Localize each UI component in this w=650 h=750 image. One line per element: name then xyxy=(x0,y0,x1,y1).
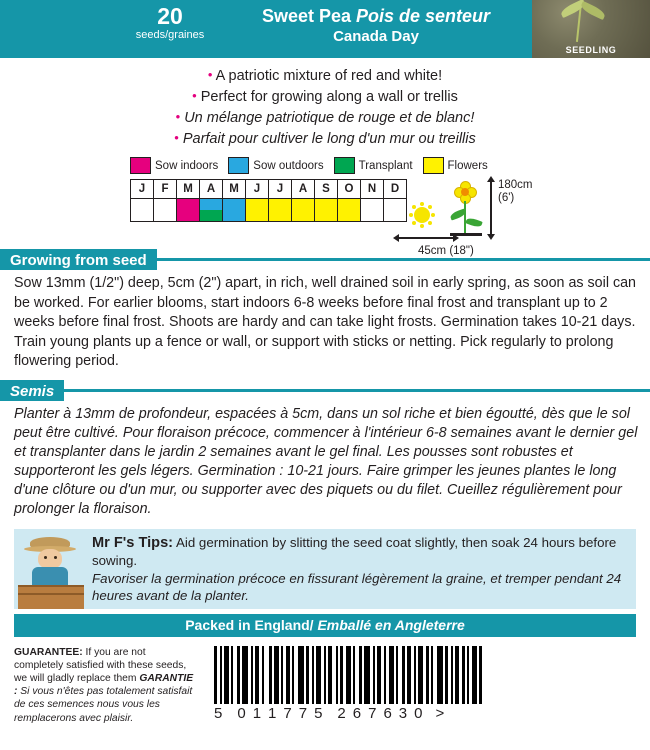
semis-instructions: Planter à 13mm de profondeur, espacées à 5cm, dans un sol riche et bien égoutté, dès que le sol peut être cultivé. Pour floraison précoce, commencer à l'intérieur 6-8 semaines avant le dernier gel et transplanter dans le jardin 2 semaines avant le gel final. Les pousses sont robustes et supporteront les gels légers. Germination : 10-21 jours. Faire grimper les jeunes plantes le long d'une clôture ou d'un mur, ou supporter avec des piquets ou du filet. Cueillez régulièrement pour prolonger la floraison. xyxy=(14,405,638,517)
barcode-bar xyxy=(472,646,477,704)
barcode-bar xyxy=(467,646,469,704)
bullet-text: Perfect for growing along a wall or trellis xyxy=(200,89,458,105)
sun-icon xyxy=(414,207,430,223)
product-title xyxy=(220,0,532,58)
cell-bottom xyxy=(177,210,199,221)
barcode-bar xyxy=(231,646,233,704)
seedling-photo xyxy=(532,0,650,58)
face-icon xyxy=(38,549,62,569)
barcode-bar xyxy=(224,646,229,704)
barcode-bar xyxy=(242,646,248,704)
cell-top xyxy=(131,199,153,210)
legend-item xyxy=(228,157,323,174)
month-header-cell: D xyxy=(384,180,407,199)
cell-top xyxy=(200,199,222,210)
month-activity-cell xyxy=(177,199,200,222)
barcode-bar xyxy=(336,646,338,704)
legend-swatch-sow-indoors xyxy=(130,157,151,174)
bench-icon xyxy=(18,585,84,609)
barcode xyxy=(214,646,482,722)
leaf xyxy=(465,216,482,228)
guarantee-label: GUARANTEE: xyxy=(14,646,83,658)
barcode-bar xyxy=(286,646,290,704)
cell-top xyxy=(269,199,291,210)
cell-bottom xyxy=(154,210,176,221)
legend-item xyxy=(130,157,218,174)
barcode-bar xyxy=(407,646,411,704)
barcode-bar xyxy=(316,646,321,704)
product-name-line xyxy=(220,5,532,28)
legend-swatch-sow-outdoors xyxy=(228,157,249,174)
bench-slat-icon xyxy=(18,593,84,595)
banner-tail xyxy=(157,258,650,261)
month-activity-cell xyxy=(246,199,269,222)
cell-bottom xyxy=(246,210,268,221)
barcode-bar xyxy=(414,646,416,704)
barcode-bar xyxy=(451,646,453,704)
cell-bottom xyxy=(384,210,406,221)
month-header-cell: A xyxy=(200,180,223,199)
barcode-bar xyxy=(312,646,314,704)
package-header xyxy=(0,0,650,58)
calendar-legend xyxy=(130,157,488,174)
barcode-bar xyxy=(479,646,482,704)
packed-in-bar xyxy=(14,614,636,637)
cell-bottom xyxy=(269,210,291,221)
bullet-dot-icon: • xyxy=(175,109,181,124)
cell-bottom xyxy=(315,210,337,221)
barcode-guard: > xyxy=(435,704,446,722)
cell-bottom xyxy=(292,210,314,221)
bullet-dot-icon: • xyxy=(174,130,179,145)
barcode-bar xyxy=(396,646,398,704)
cell-top xyxy=(361,199,383,210)
legend-label: Transplant xyxy=(358,159,413,172)
barcode-bar xyxy=(298,646,304,704)
barcode-digit: 5 xyxy=(214,704,224,722)
header-left-spacer xyxy=(0,0,120,58)
spacing-arrow-icon xyxy=(398,237,454,239)
product-name-fr: Pois de senteur xyxy=(356,6,491,26)
sprout-leaf-right-icon xyxy=(579,1,606,20)
barcode-digit: 6 xyxy=(383,704,393,722)
month-header-cell: J xyxy=(269,180,292,199)
seedling-badge: SEEDLING xyxy=(565,45,617,55)
barcode-bar xyxy=(353,646,355,704)
bullet-item xyxy=(0,65,650,86)
growing-banner xyxy=(0,249,650,270)
barcode-digit: 2 xyxy=(337,704,347,722)
barcode-bar xyxy=(373,646,375,704)
barcode-bar xyxy=(281,646,283,704)
growing-instructions: Sow 13mm (1/2") deep, 5cm (2") apart, in rich, well drained soil in early spring, as soon as soil can be worked. For earlier blooms, start indoors 6-8 weeks before final frost and transplant up to 2 weeks before final frost. Shoots are hardy and can take light frosts. Germination takes 10-21 days. Train young plants up a fence or wall, or support with sticks or netting. Pick regularly to prolong flowering period. xyxy=(14,275,637,369)
barcode-bar xyxy=(274,646,279,704)
barcode-bar xyxy=(437,646,443,704)
barcode-bar xyxy=(251,646,253,704)
barcode-digit: 7 xyxy=(283,704,293,722)
bullet-dot-icon: • xyxy=(192,88,197,103)
barcode-number xyxy=(214,705,482,722)
spacing-label: 45cm (18") xyxy=(418,245,474,257)
legend-label: Sow outdoors xyxy=(253,159,324,172)
barcode-bar xyxy=(445,646,448,704)
legend-item xyxy=(423,157,488,174)
month-header-row xyxy=(131,180,407,199)
cell-top xyxy=(154,199,176,210)
month-activity-cell xyxy=(361,199,384,222)
legend-item xyxy=(334,157,413,174)
bullet-text: Un mélange patriotique de rouge et de blanc! xyxy=(184,110,475,126)
cell-top xyxy=(177,199,199,210)
barcode-bar xyxy=(426,646,429,704)
flower-icon xyxy=(454,181,476,203)
cell-top xyxy=(338,199,360,210)
bullet-text: Parfait pour cultiver le long d'un mur ou treillis xyxy=(182,131,476,147)
semis-banner-label: Semis xyxy=(0,380,64,401)
barcode-digit: 1 xyxy=(252,704,263,722)
barcode-bar xyxy=(418,646,423,704)
height-arrow-icon xyxy=(490,181,492,235)
legend-label: Sow indoors xyxy=(155,159,219,172)
height-label xyxy=(498,179,533,205)
month-activity-cell xyxy=(131,199,154,222)
month-activity-row xyxy=(131,199,407,222)
cell-bottom xyxy=(223,210,245,221)
month-activity-cell xyxy=(200,199,223,222)
barcode-digit: 7 xyxy=(368,704,378,722)
barcode-bar xyxy=(262,646,264,704)
legend-swatch-transplant xyxy=(334,157,355,174)
month-activity-cell xyxy=(292,199,315,222)
month-activity-cell xyxy=(338,199,361,222)
barcode-bar xyxy=(389,646,394,704)
month-activity-cell xyxy=(315,199,338,222)
barcode-bars xyxy=(214,646,482,704)
tips-text xyxy=(88,529,636,609)
barcode-digit: 6 xyxy=(352,704,363,722)
month-header-cell: A xyxy=(292,180,315,199)
month-activity-cell xyxy=(269,199,292,222)
barcode-digit: 3 xyxy=(398,704,409,722)
cell-top xyxy=(315,199,337,210)
mr-f-tips xyxy=(14,529,636,609)
barcode-digit: 7 xyxy=(298,704,309,722)
cell-top xyxy=(292,199,314,210)
quantity-unit: seeds/graines xyxy=(135,29,205,41)
month-header-cell: N xyxy=(361,180,384,199)
eye-icon xyxy=(44,556,47,559)
barcode-bar xyxy=(220,646,222,704)
feature-bullets xyxy=(0,58,650,153)
barcode-bar xyxy=(377,646,381,704)
barcode-bar xyxy=(346,646,351,704)
semis-banner xyxy=(0,380,650,401)
barcode-bar xyxy=(324,646,326,704)
tips-text-en: Aid germination by slitting the seed coat slightly, then soak 24 hours before sowing. xyxy=(92,534,617,568)
barcode-bar xyxy=(402,646,405,704)
cell-bottom xyxy=(200,210,222,221)
cell-bottom xyxy=(338,210,360,221)
height-metric: 180cm xyxy=(498,179,533,191)
barcode-digit: 0 xyxy=(414,704,424,722)
barcode-bar xyxy=(269,646,272,704)
bullet-item xyxy=(0,107,650,128)
barcode-bar xyxy=(255,646,259,704)
barcode-bar xyxy=(364,646,370,704)
legend-swatch-flowers xyxy=(423,157,444,174)
barcode-bar xyxy=(462,646,465,704)
sowing-calendar xyxy=(0,157,650,257)
month-header-cell: F xyxy=(154,180,177,199)
guarantee-label-fr: GARANTIE : xyxy=(14,672,194,698)
bullet-item xyxy=(0,128,650,149)
month-header-cell: J xyxy=(246,180,269,199)
guarantee-body-en: If you are not completely satisfied with these seeds, we will gladly replace them xyxy=(14,646,187,684)
cell-bottom xyxy=(361,210,383,221)
packed-fr: Emballé en Angleterre xyxy=(317,616,465,633)
month-header-cell: J xyxy=(131,180,154,199)
barcode-bar xyxy=(237,646,240,704)
barcode-bar xyxy=(292,646,294,704)
month-header-cell: M xyxy=(223,180,246,199)
product-name-en: Sweet Pea xyxy=(261,6,351,26)
growing-banner-label: Growing from seed xyxy=(0,249,157,270)
barcode-bar xyxy=(431,646,433,704)
banner-tail xyxy=(64,389,650,392)
barcode-bar xyxy=(359,646,362,704)
flower-center xyxy=(461,188,469,196)
month-grid xyxy=(130,179,407,222)
footer xyxy=(0,646,650,725)
variety-name: Canada Day xyxy=(333,28,419,45)
cell-top xyxy=(223,199,245,210)
seed-quantity xyxy=(120,0,220,58)
month-header-cell: M xyxy=(177,180,200,199)
legend-label: Flowers xyxy=(447,159,488,172)
quantity-number: 20 xyxy=(157,3,183,29)
bullet-text: A patriotic mixture of red and white! xyxy=(215,68,443,84)
bullet-item xyxy=(0,86,650,107)
packed-en: Packed in England/ xyxy=(185,616,318,633)
month-header-cell: S xyxy=(315,180,338,199)
barcode-digit: 1 xyxy=(268,704,278,722)
barcode-bar xyxy=(455,646,459,704)
plant-icon xyxy=(446,181,486,243)
stem xyxy=(464,201,466,235)
barcode-bar xyxy=(306,646,309,704)
month-activity-cell xyxy=(154,199,177,222)
month-activity-cell xyxy=(384,199,407,222)
guarantee-body-fr: Si vous n'êtes pas totalement satisfait de ces semences nous vous les remplacerons avec plaisir. xyxy=(14,686,193,724)
cell-bottom xyxy=(131,210,153,221)
barcode-bar xyxy=(340,646,343,704)
barcode-bar xyxy=(214,646,217,704)
tips-label: Mr F's Tips: xyxy=(92,534,174,551)
barcode-digit: 0 xyxy=(237,704,247,722)
guarantee-text xyxy=(14,646,194,725)
cell-top xyxy=(384,199,406,210)
month-activity-cell xyxy=(223,199,246,222)
eye-icon xyxy=(54,556,57,559)
barcode-bar xyxy=(328,646,332,704)
barcode-bar xyxy=(384,646,386,704)
cell-top xyxy=(246,199,268,210)
height-imperial: (6') xyxy=(498,192,515,204)
gardener-illustration xyxy=(14,529,88,609)
month-header-cell: O xyxy=(338,180,361,199)
tips-text-fr: Favoriser la germination précoce en fissurant légèrement la graine, et tremper pendant 24 heures avant de la planter. xyxy=(92,570,622,603)
barcode-digit: 5 xyxy=(314,704,324,722)
bullet-dot-icon: • xyxy=(207,67,213,82)
